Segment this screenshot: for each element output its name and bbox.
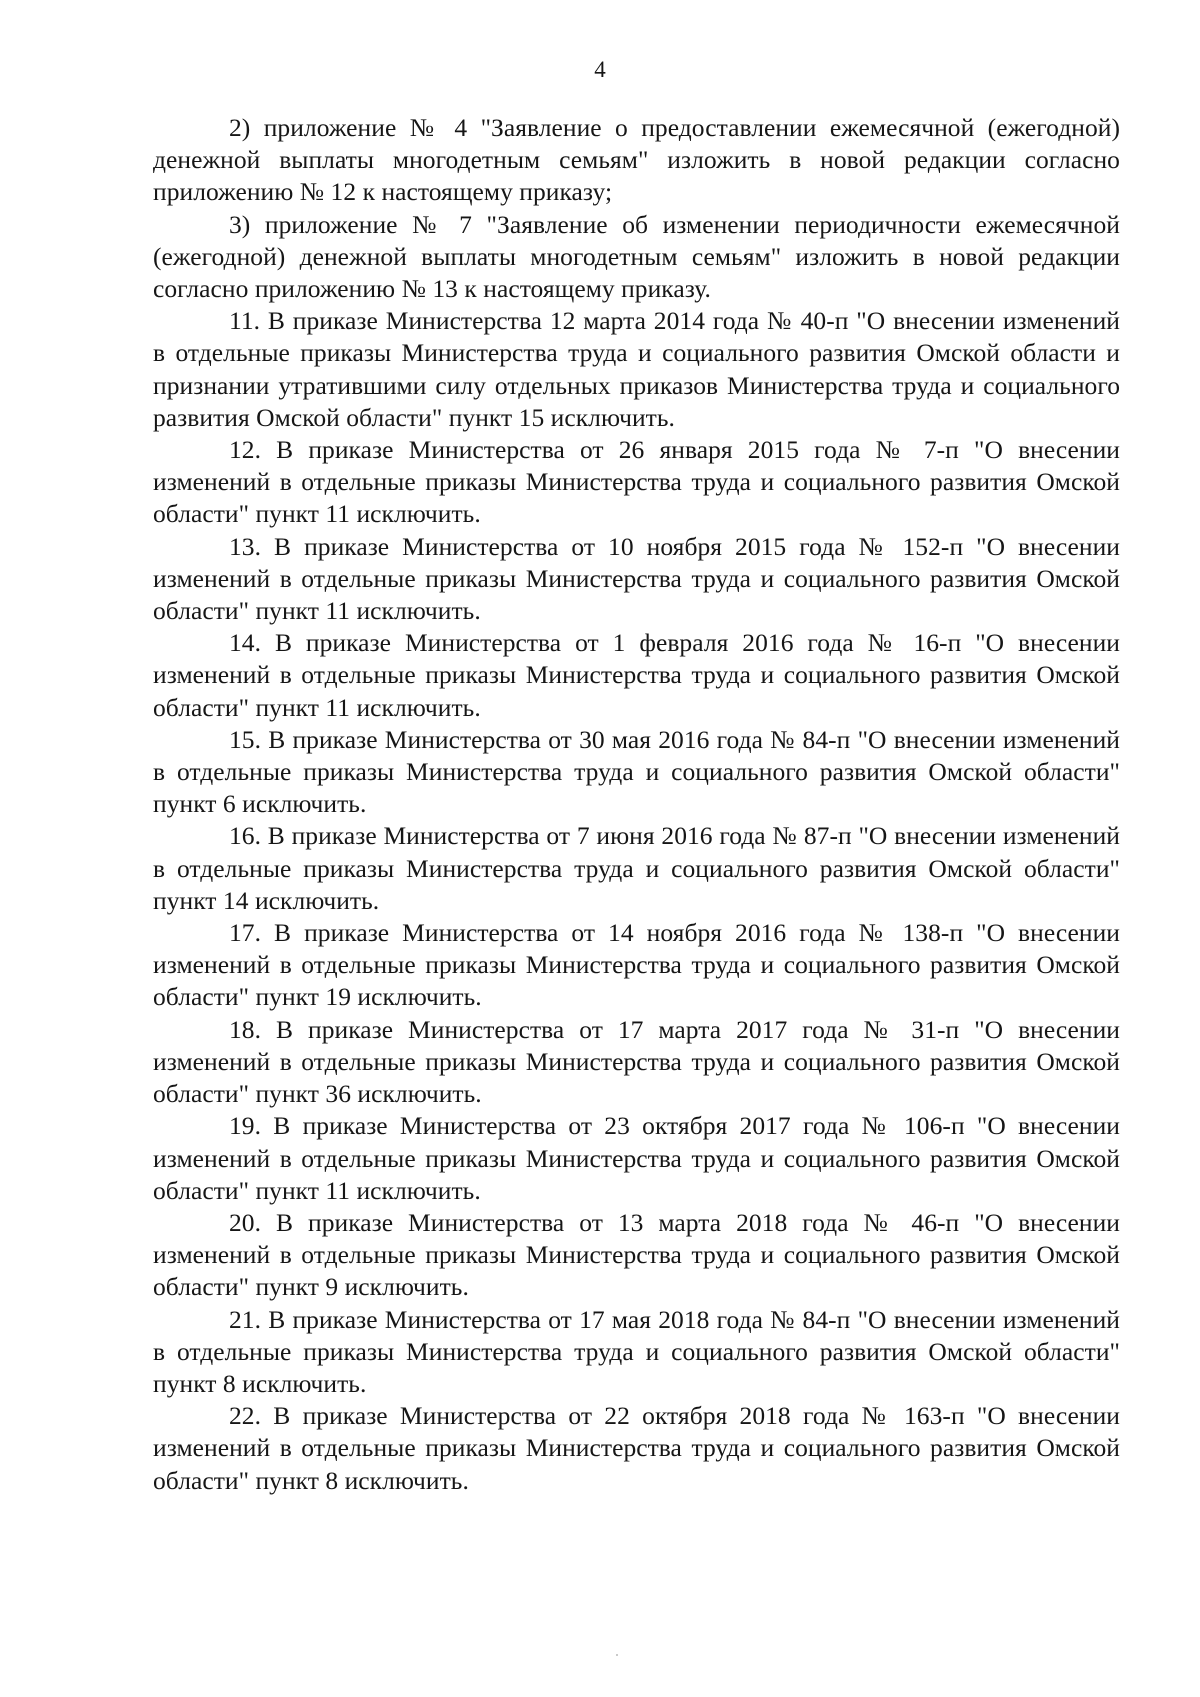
paragraph-annex-4: 2) приложение № 4 "Заявление о предоставлении ежемесячной (ежегодной) денежной выплаты многодетным семьям" изложить в новой редакции согласно приложению № 12 к настоящему приказу; (153, 113, 1120, 207)
paragraph-annex-7: 3) приложение № 7 "Заявление об изменении периодичности ежемесячной (ежегодной) денежной выплаты многодетным семьям" изложить в новой редакции согласно приложению № 13 к настоящему приказу. (153, 209, 1120, 304)
paragraph-item-14: 14. В приказе Министерства от 1 февраля 2016 года № 16-п "О внесении изменений в отдельные приказы Министерства труда и социального развития Омской области" пункт 11 исключить. (153, 628, 1120, 722)
paragraph-item-22: 22. В приказе Министерства от 22 октября 2018 года № 163-п "О внесении изменений в отдельные приказы Министерства труда и социального развития Омской области" пункт 8 исключить. (153, 1401, 1120, 1495)
paragraph-item-15: 15. В приказе Министерства от 30 мая 2016 года № 84-п "О внесении изменений в отдельные приказы Министерства труда и социального развития Омской области" пункт 6 исключить. (153, 724, 1120, 819)
paragraph-item-18: 18. В приказе Министерства от 17 марта 2017 года № 31-п "О внесении изменений в отдельные приказы Министерства труда и социального развития Омской области" пункт 36 исключить. (153, 1014, 1120, 1109)
paragraph-item-12: 12. В приказе Министерства от 26 января 2015 года № 7-п "О внесении изменений в отдельные приказы Министерства труда и социального развития Омской области" пункт 11 исключить. (153, 435, 1120, 529)
paragraph-item-11: 11. В приказе Министерства 12 марта 2014 года № 40-п "О внесении изменений в отдельные приказы Министерства труда и социального развития Омской области и признании утратившими силу отдельных приказов Министерства труда и социального развития Омской области" пункт 15 исключить. (153, 306, 1120, 432)
paragraph-item-13: 13. В приказе Министерства от 10 ноября 2015 года № 152-п "О внесении изменений в отдельные приказы Министерства труда и социального развития Омской области" пункт 11 исключить. (153, 531, 1120, 626)
paragraph-item-19: 19. В приказе Министерства от 23 октября 2017 года № 106-п "О внесении изменений в отдельные приказы Министерства труда и социального развития Омской области" пункт 11 исключить. (153, 1111, 1120, 1205)
paragraph-item-16: 16. В приказе Министерства от 7 июня 2016 года № 87-п "О внесении изменений в отдельные приказы Министерства труда и социального развития Омской области" пункт 14 исключить. (153, 821, 1120, 915)
page-number: 4 (594, 57, 606, 82)
document-body (153, 112, 1120, 1497)
scan-speck (616, 1654, 618, 1656)
paragraph-item-20: 20. В приказе Министерства от 13 марта 2018 года № 46-п "О внесении изменений в отдельные приказы Министерства труда и социального развития Омской области" пункт 9 исключить. (153, 1207, 1120, 1302)
paragraph-item-17: 17. В приказе Министерства от 14 ноября 2016 года № 138-п "О внесении изменений в отдельные приказы Министерства труда и социального развития Омской области" пункт 19 исключить. (153, 918, 1120, 1012)
paragraph-item-21: 21. В приказе Министерства от 17 мая 2018 года № 84-п "О внесении изменений в отдельные приказы Министерства труда и социального развития Омской области" пункт 8 исключить. (153, 1304, 1120, 1398)
